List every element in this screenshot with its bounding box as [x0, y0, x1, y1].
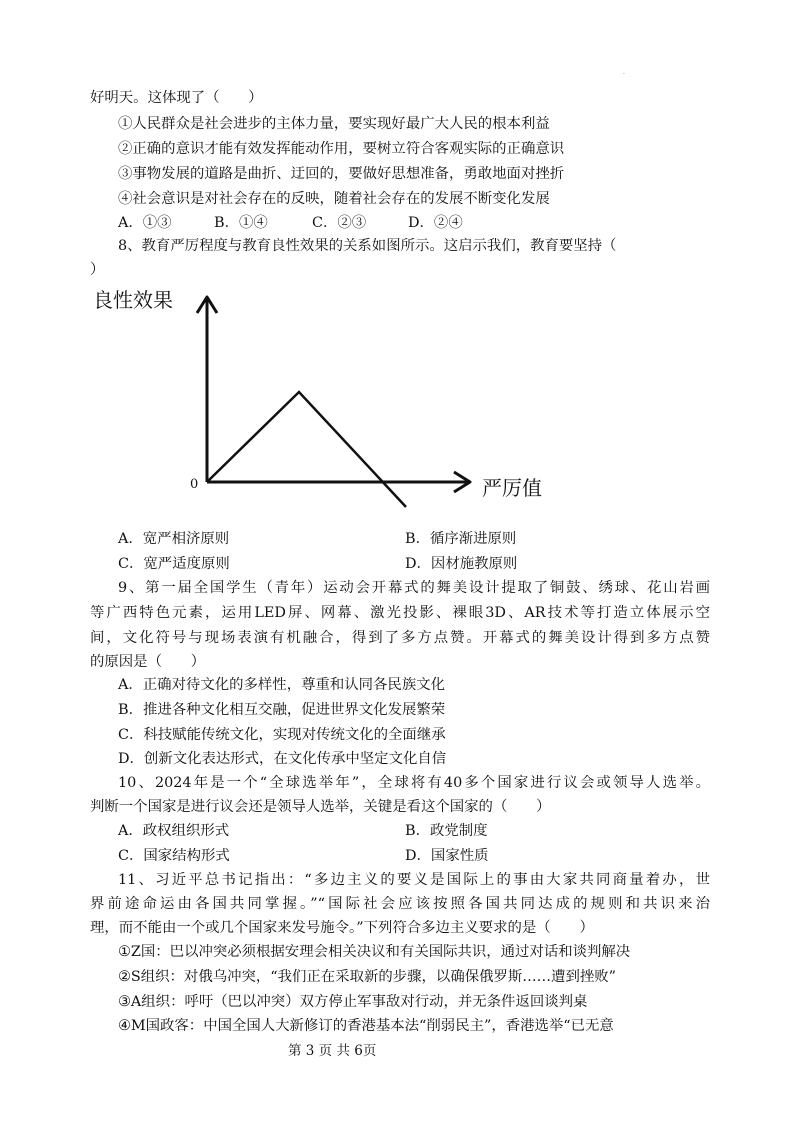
q9-stem-line3: 间，文化符号与现场表演有机融合，得到了多方点赞。开幕式的舞美设计得到多方点赞: [90, 630, 710, 646]
x-axis-label: 严厉值: [482, 476, 542, 500]
q8-stem-line2: ）: [90, 262, 105, 278]
q9-stem-line4: 的原因是（ ）: [90, 654, 206, 670]
q11-statement-4: ④M国政客：中国全国人大新修订的香港基本法“削弱民主”，香港选举“已无意: [118, 1018, 614, 1034]
q7-stem-end: 好明天。这体现了（ ）: [90, 90, 263, 106]
q10-option-b: B．政党制度: [405, 823, 488, 839]
q8-option-b: B．循序渐进原则: [405, 531, 517, 547]
q9-option-c: C．科技赋能传统文化，实现对传统文化的全面继承: [118, 727, 446, 743]
q11-stem-line3: 理，而不能由一个或几个国家来发号施令。”下列符合多边主义要求的是（ ）: [90, 920, 594, 936]
q7-statement-1: ①人民群众是社会进步的主体力量，要实现好最广大人民的根本利益: [118, 116, 550, 132]
q11-stem-line2: 界前途命运由各国共同掌握。”“国际社会应该按照各国共同达成的规则和共识来治: [90, 896, 710, 912]
q8-graph: [80, 285, 560, 510]
q10-stem-line2: 判断一个国家是进行议会还是领导人选举，关键是看这个国家的（ ）: [90, 799, 551, 815]
q8-option-a: A．宽严相济原则: [118, 531, 230, 547]
q8-option-c: C．宽严适度原则: [118, 556, 230, 572]
q8-option-d: D．因材施教原则: [405, 556, 518, 572]
origin-label: 0: [190, 477, 199, 492]
q9-option-a: A．正确对待文化的多样性，尊重和认同各民族文化: [118, 677, 445, 693]
q9-stem-line1: 9、第一届全国学生（青年）运动会开幕式的舞美设计提取了铜鼓、绣球、花山岩画: [118, 580, 710, 596]
q10-option-d: D．国家性质: [405, 848, 489, 864]
q10-option-c: C．国家结构形式: [118, 848, 230, 864]
q10-option-a: A．政权组织形式: [118, 823, 230, 839]
q8-stem-line1: 8、教育严厉程度与教育良性效果的关系如图所示。这启示我们，教育要坚持（: [118, 238, 617, 254]
q11-stem-line1: 11、习近平总书记指出：“多边主义的要义是国际上的事由大家共同商量着办，世: [118, 872, 710, 888]
q9-option-d: D．创新文化表达形式，在文化传承中坚定文化自信: [118, 751, 447, 767]
q11-statement-3: ③A组织：呼吁（巴以冲突）双方停止军事敌对行动，并无条件返回谈判桌: [118, 994, 588, 1010]
corner-mark: ·: [623, 71, 625, 78]
q7-statement-4: ④社会意识是对社会存在的反映，随着社会存在的发展不断变化发展: [118, 191, 550, 207]
q11-statement-2: ②S组织：对俄乌冲突，“我们正在采取新的步骤，以确保俄罗斯……遭到挫败”: [118, 969, 616, 985]
q7-option-b: B．①④: [214, 215, 268, 231]
q9-option-b: B．推进各种文化相互交融，促进世界文化发展繁荣: [118, 702, 446, 718]
q7-option-a: A．①③: [118, 215, 172, 231]
page-footer: 第 3 页 共 6页: [288, 1043, 377, 1059]
q10-stem-line1: 10、2024年是一个“全球选举年”，全球将有40多个国家进行议会或领导人选举。: [118, 775, 710, 791]
q7-statement-3: ③事物发展的道路是曲折、迂回的，要做好思想准备，勇敢地面对挫折: [118, 166, 565, 182]
q7-option-c: C．②③: [312, 215, 367, 231]
q7-option-d: D．②④: [408, 215, 463, 231]
q9-stem-line2: 等广西特色元素，运用LED屏、网幕、激光投影、裸眼3D、AR技术等打造立体展示空: [90, 605, 710, 621]
y-axis-label: 良性效果: [93, 288, 173, 312]
q11-statement-1: ①Z国：巴以冲突必须根据安理会相关决议和有关国际共识，通过对话和谈判解决: [118, 944, 631, 960]
q7-statement-2: ②正确的意识才能有效发挥能动作用，要树立符合客观实际的正确意识: [118, 141, 565, 157]
effect-curve: [207, 392, 406, 507]
